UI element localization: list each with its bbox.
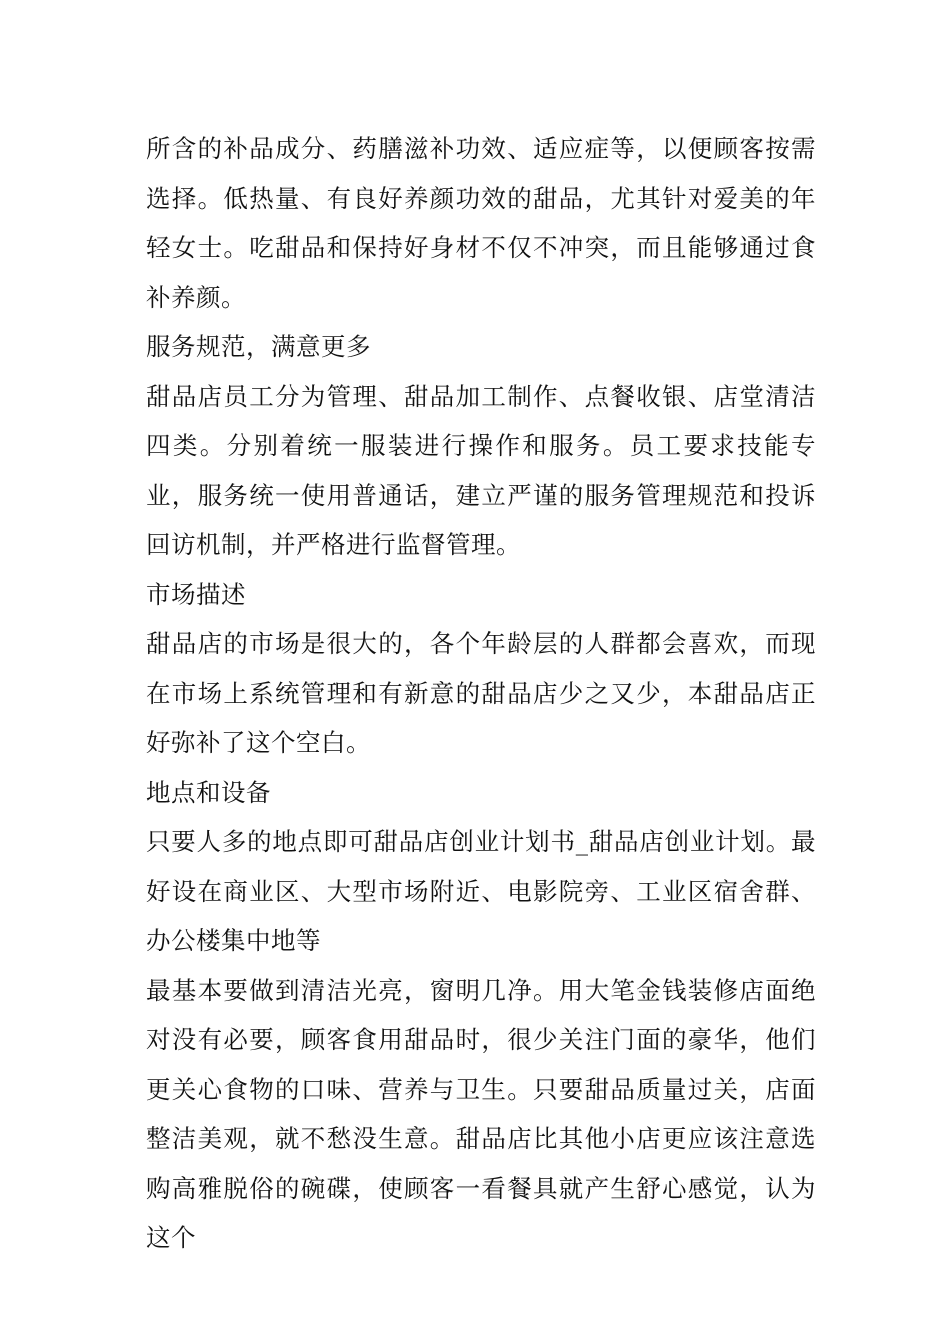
document-page <box>146 124 816 1263</box>
heading-location: 地点和设备 <box>146 777 271 807</box>
paragraph-decoration: 最基本要做到清洁光亮，窗明几净。用大笔金钱装修店面绝对没有必要，顾客食用甜品时，很少关注门面的豪华，他们更关心食物的口味、营养与卫生。只要甜品质量过关，店面整洁美观，就不愁没生意。甜品店比其他小店更应该注意选购高雅脱俗的碗碟，使顾客一看餐具就产生舒心感觉，认为这个 <box>146 975 816 1252</box>
paragraph-benefits-desc: 所含的补品成分、药膳滋补功效、适应症等，以便顾客按需选择。低热量、有良好养颜功效的甜品，尤其针对爱美的年轻女士。吃甜品和保持好身材不仅不冲突，而且能够通过食补养颜。 <box>146 134 816 312</box>
heading-service: 服务规范，满意更多 <box>146 332 371 361</box>
paragraph-service: 甜品店员工分为管理、甜品加工制作、点餐收银、店堂清洁四类。分别着统一服装进行操作和服务。员工要求技能专业，服务统一使用普通话，建立严谨的服务管理规范和投诉回访机制，并严格进行监督管理。 <box>146 381 816 559</box>
paragraph-location: 只要人多的地点即可甜品店创业计划书_甜品店创业计划。最好设在商业区、大型市场附近、电影院旁、工业区宿舍群、办公楼集中地等 <box>146 827 816 955</box>
paragraph-market: 甜品店的市场是很大的，各个年龄层的人群都会喜欢，而现在市场上系统管理和有新意的甜品店少之又少，本甜品店正好弥补了这个空白。 <box>146 629 816 757</box>
heading-market: 市场描述 <box>146 579 246 609</box>
